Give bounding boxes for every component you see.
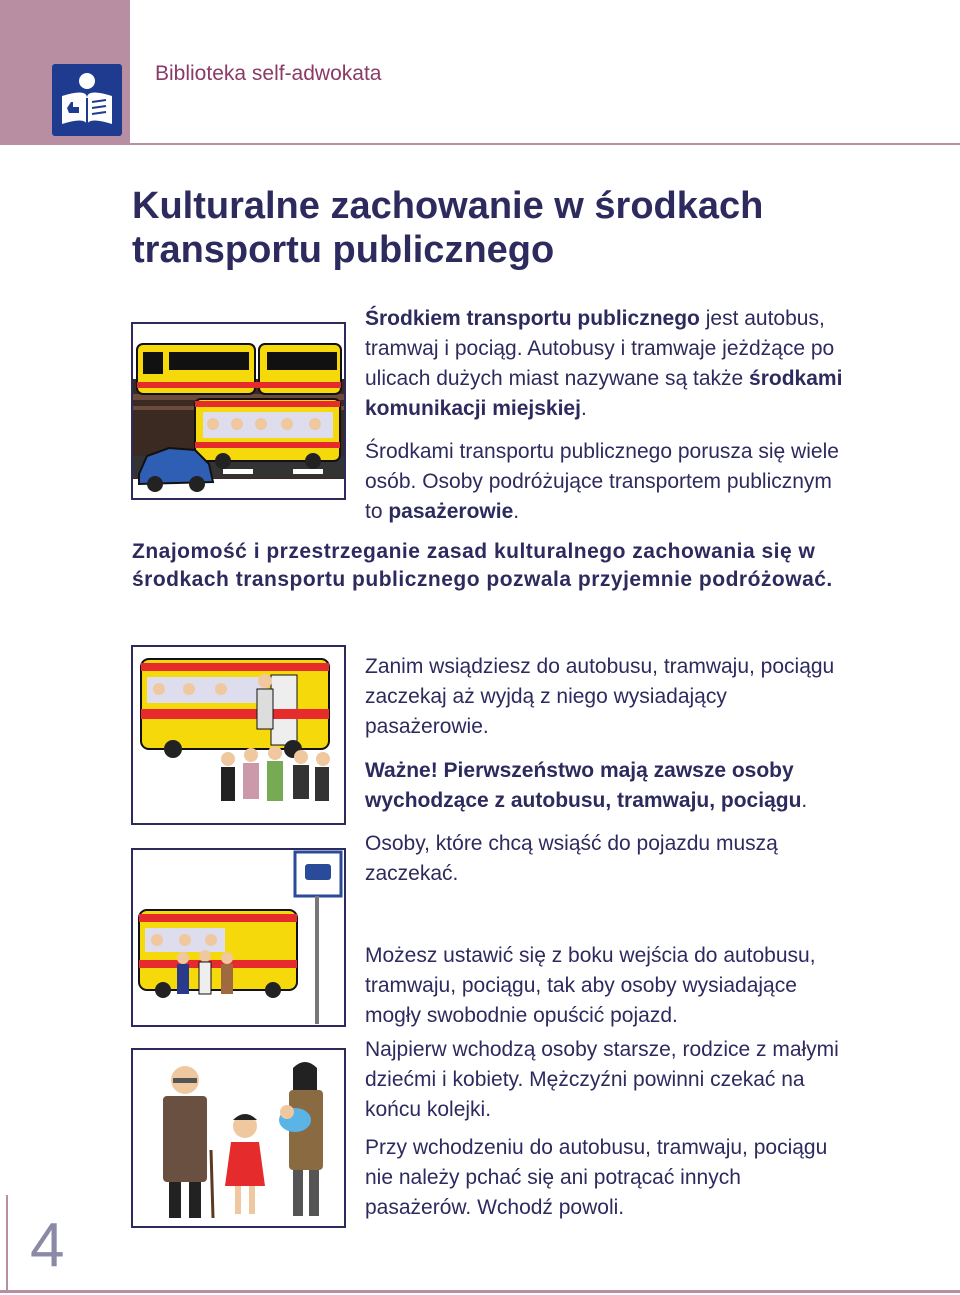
illustration-passengers-exiting [131, 645, 346, 825]
section3-paragraph-3: Przy wchodzeniu do autobusu, tramwaju, pociągu nie należy pchać się ani potrącać innych pasażerów. Wchodź powoli. [365, 1136, 828, 1219]
highlight-paragraph: Znajomość i przestrzeganie zasad kulturalnego zachowania się w środkach transportu publicznego pozwala przyjemnie podróżować. [132, 540, 833, 591]
section3-paragraph-2: Najpierw wchodzą osoby starsze, rodzice z małymi dziećmi i kobiety. Mężczyźni powinni czekać na końcu kolejki. [365, 1038, 839, 1121]
intro-end-2: . [513, 500, 520, 523]
header-label: Biblioteka self-adwokata [155, 62, 382, 85]
page-number-rule [6, 1195, 8, 1290]
illustration-bus-stop-queue [131, 848, 346, 1027]
page-number: 4 [30, 1211, 65, 1280]
illustration-priority-passengers [131, 1048, 346, 1228]
bus-stop-sign-icon [305, 864, 331, 880]
footer-rule [0, 1290, 960, 1293]
intro-end: . [580, 397, 587, 420]
section2-paragraph-2 [365, 756, 850, 816]
header-bottom-rule [130, 143, 960, 145]
easy-read-book-icon [52, 64, 122, 136]
title-line-1: Kulturalne zachowanie w środkach [132, 185, 764, 227]
title-line-2: transportu publicznego [132, 229, 555, 271]
section2-paragraph-1: Zanim wsiądziesz do autobusu, tramwaju, pociągu zaczekaj aż wyjdą z niego wysiadający pasażerowie. [365, 655, 835, 738]
intro-text: jest autobus, tramwaj i pociąg. Autobusy i tramwaje jeżdżące po ulicach dużych miast nazywane są także [365, 307, 835, 390]
intro-paragraph-1 [365, 304, 855, 424]
divider [0, 145, 130, 148]
intro-text-2: Środkami transportu publicznego porusza się wiele osób. Osoby podróżujące transportem publicznym to [365, 440, 839, 523]
important-note: Ważne! Pierwszeństwo mają zawsze osoby wychodzące z autobusu, tramwaju, pociągu [365, 759, 802, 812]
intro-paragraph-2 [365, 437, 855, 527]
intro-bold-term: Środkiem transportu publicznego [365, 307, 700, 330]
page-title [132, 184, 892, 272]
intro-bold-term-2: środkami komunikacji miejskiej [365, 367, 843, 420]
section3-paragraph-1: Możesz ustawić się z boku wejścia do autobusu, tramwaju, pociągu, tak aby osoby wysiadające mogły swobodnie opuścić pojazd. [365, 944, 816, 1027]
section2-paragraph-3: Osoby, które chcą wsiąść do pojazdu muszą zaczekać. [365, 832, 778, 885]
easy-read-logo [52, 64, 122, 136]
important-note-end: . [801, 789, 808, 812]
intro-bold-term-3: pasażerowie [388, 500, 514, 523]
illustration-vehicles [131, 322, 346, 500]
